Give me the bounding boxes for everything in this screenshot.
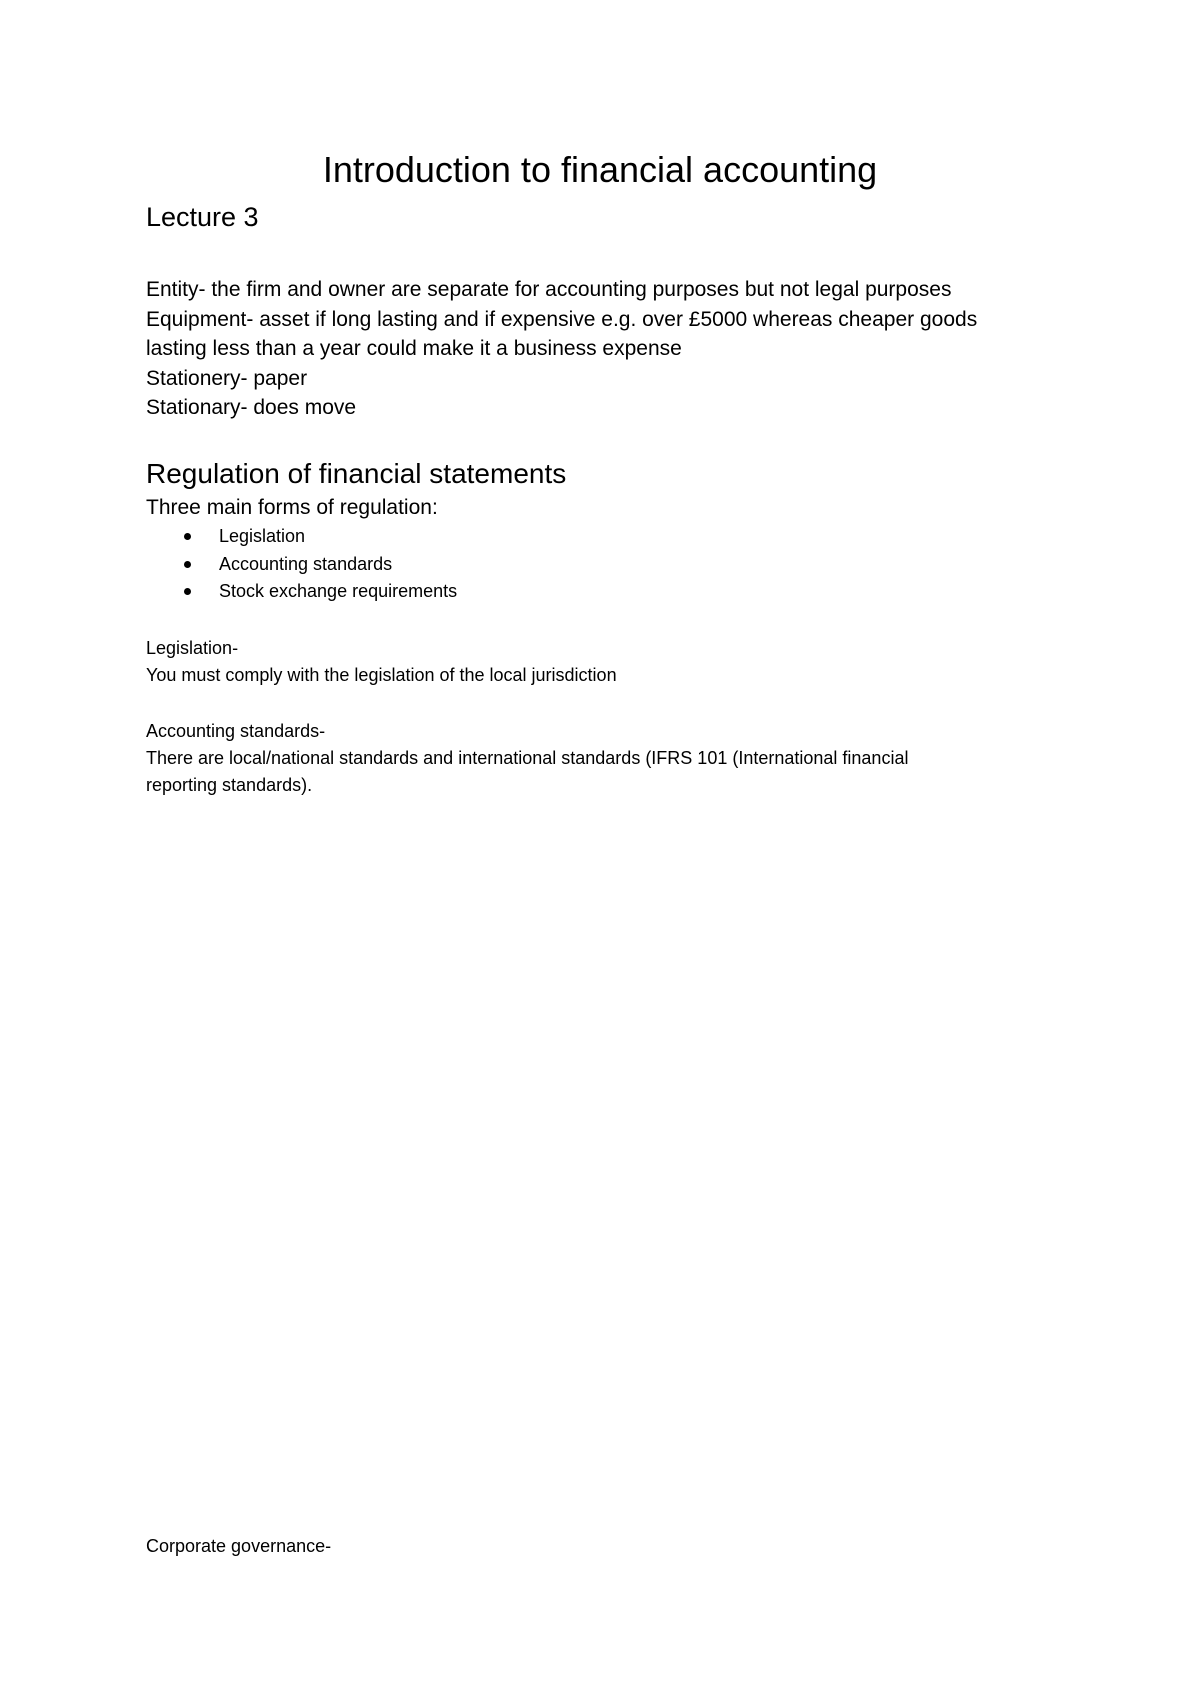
corporate-governance-section — [146, 1533, 1066, 1560]
lecture-number: Lecture 3 — [146, 202, 259, 232]
legislation-text: You must comply with the legislation of the local jurisdiction — [146, 665, 617, 685]
accounting-standards-heading: Accounting standards- — [146, 721, 326, 741]
legislation-heading: Legislation- — [146, 638, 239, 658]
definition-stationery: Stationery- paper — [146, 366, 308, 390]
definition-equipment-continued: lasting less than a year could make it a business expense — [146, 337, 682, 360]
list-item-label: Accounting standards — [219, 553, 393, 574]
definition-stationary: Stationary- does move — [146, 396, 357, 419]
list-item-label: Stock exchange requirements — [219, 581, 458, 601]
list-item — [146, 551, 457, 579]
list-item-label: Legislation — [219, 526, 306, 546]
list-item — [146, 578, 457, 606]
regulation-list — [146, 523, 457, 606]
definition-entity: Entity- the firm and owner are separate for accounting purposes but not legal purposes — [146, 278, 952, 301]
bullet-icon — [184, 588, 191, 595]
regulation-subheading: Three main forms of regulation: — [146, 496, 438, 519]
list-item — [146, 523, 457, 551]
accounting-standards-text-line-1: There are local/national standards and international standards (IFRS 101 (International financial — [146, 748, 909, 768]
document-title: Introduction to financial accounting — [322, 149, 878, 190]
accounting-standards-text-line-2: reporting standards). — [146, 775, 313, 795]
regulation-heading: Regulation of financial statements — [146, 458, 567, 489]
corporate-governance-heading: Corporate governance- — [146, 1536, 332, 1556]
legislation-section — [146, 635, 1066, 689]
bullet-icon — [184, 533, 191, 540]
accounting-standards-section — [146, 718, 1066, 799]
definition-equipment: Equipment- asset if long lasting and if expensive e.g. over £5000 whereas cheaper goods — [146, 307, 978, 331]
definitions-block — [146, 275, 1066, 423]
bullet-icon — [184, 561, 191, 568]
